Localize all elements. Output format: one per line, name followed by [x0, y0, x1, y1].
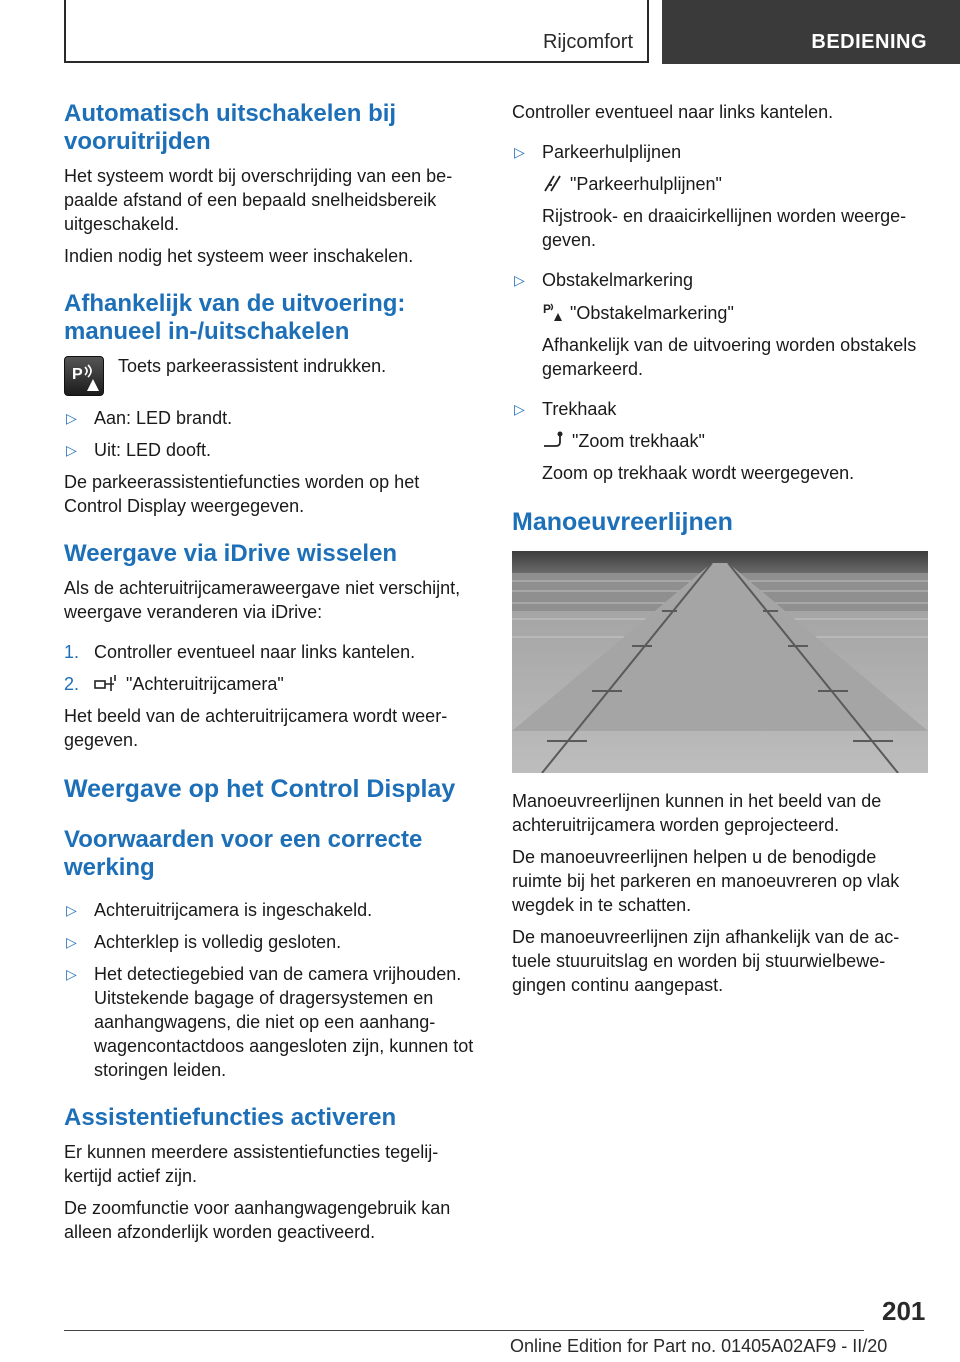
triangle-bullet-icon: ▷ — [66, 934, 77, 950]
list-item: ▷ Achterklep is volledig gesloten. — [66, 932, 342, 952]
list-item: ▷ Achteruitrijcamera is ingeschakeld. — [66, 900, 373, 920]
svg-text:P: P — [72, 366, 83, 383]
paragraph: Manoeuvreerlijnen kunnen in het beeld van de achteruitrijcamera worden geprojecteerd. — [512, 791, 882, 835]
key-instruction-text: Toets parkeerassistent indrukken. — [118, 356, 387, 376]
page-number: 201 — [882, 1296, 926, 1326]
list-item: ▷ Aan: LED brandt. — [66, 408, 233, 428]
heading-conditions: Voorwaarden voor een correcte werking — [64, 826, 423, 881]
numbered-step: 2. "Achteruitrijcamera" — [64, 674, 284, 694]
triangle-bullet-icon: ▷ — [66, 902, 77, 918]
svg-text:P: P — [543, 302, 552, 316]
chapter-title: BEDIENING — [811, 31, 927, 53]
paragraph: Controller eventueel naar links kantelen. — [512, 102, 834, 122]
paragraph: De manoeuvreerlijnen zijn afhankelijk van de actuele stuuruitslag en worden bij stuurwielbewegingen continu aangepast. — [512, 927, 900, 995]
heading-maneuver-lines: Manoeuvreerlijnen — [512, 508, 733, 536]
park-assist-button-icon — [64, 356, 104, 396]
footer-divider — [64, 1330, 864, 1331]
menu-entry: "Parkeerhulplijnen" — [512, 172, 928, 196]
triangle-bullet-icon: ▷ — [66, 966, 77, 982]
heading-auto-off: Automatisch uitschakelen bij vooruitrijden — [64, 100, 397, 155]
trailer-hitch-icon — [542, 430, 566, 450]
list-item: ▷ Uit: LED dooft. — [66, 440, 212, 460]
paragraph: Het beeld van de achteruitrijcamera wordt weergegeven. — [64, 706, 448, 750]
triangle-bullet-icon: ▷ — [514, 401, 525, 417]
list-item: ▷ Het detectiegebied van de camera vrijhouden. Uitstekende bagage of dragersystemen en aanhangwagens, die niet op een aanhangwagencontactdoos aangesloten zijn, kunnen tot storingen leiden. — [66, 964, 474, 1080]
menu-entry: P "Obstakelmarkering" — [543, 302, 734, 323]
triangle-bullet-icon: ▷ — [66, 410, 77, 426]
maneuver-lines-image — [512, 551, 928, 773]
obstacle-marking-icon — [542, 300, 564, 322]
triangle-bullet-icon: ▷ — [514, 144, 525, 160]
triangle-bullet-icon: ▷ — [514, 272, 525, 288]
option-description: Afhankelijk van de uitvoering worden obstakels gemarkeerd. — [542, 335, 917, 379]
list-item: ▷ Trekhaak — [514, 399, 617, 419]
heading-idrive: Weergave via iDrive wisselen — [64, 540, 398, 567]
section-title: Rijcomfort — [542, 31, 633, 53]
paragraph: Het systeem wordt bij overschrijding van een bepaalde afstand of een bepaald snelheidsbereik uitgeschakeld. — [64, 166, 453, 234]
triangle-bullet-icon: ▷ — [66, 442, 77, 458]
key-instruction — [64, 354, 478, 398]
heading-manual-switch: Afhankelijk van de uitvoering: manueel in-/uitschakelen — [64, 290, 406, 345]
heading-control-display: Weergave op het Control Display — [64, 775, 456, 803]
left-column — [64, 100, 478, 1244]
header-section-box — [64, 0, 649, 63]
heading-activate: Assistentiefuncties activeren — [64, 1104, 397, 1131]
list-item: ▷ Obstakelmarkering — [514, 270, 694, 290]
paragraph: Er kunnen meerdere assistentiefuncties tegelijkertijd actief zijn. — [64, 1142, 439, 1186]
option-description: Rijstrook- en draaicirkellijnen worden weergegeven. — [542, 206, 907, 250]
rear-camera-icon — [94, 673, 120, 693]
list-item: ▷ Parkeerhulplijnen — [514, 142, 682, 162]
paragraph: De zoomfunctie voor aanhangwagengebruik kan alleen afzonderlijk worden geactiveerd. — [64, 1198, 451, 1242]
right-column — [512, 100, 928, 997]
footer-edition: Online Edition for Part no. 01405A02AF9 - II/20 — [510, 1336, 888, 1356]
menu-entry: "Zoom trekhaak" — [512, 429, 928, 453]
option-description: Zoom op trekhaak wordt weergegeven. — [542, 463, 855, 483]
paragraph: Indien nodig het systeem weer inschakelen. — [64, 246, 414, 266]
header-chapter-box — [662, 0, 960, 64]
parking-lines-icon — [542, 173, 564, 193]
paragraph: De parkeerassistentiefuncties worden op het Control Display weergegeven. — [64, 472, 420, 516]
paragraph: De manoeuvreerlijnen helpen u de benodigde ruimte bij het parkeren en manoeuvreren op vlak wegdek in te schatten. — [512, 847, 900, 915]
numbered-step: 1. Controller eventueel naar links kantelen. — [64, 642, 416, 662]
paragraph: Als de achteruitrijcameraweergave niet verschijnt, weergave veranderen via iDrive: — [64, 578, 461, 622]
